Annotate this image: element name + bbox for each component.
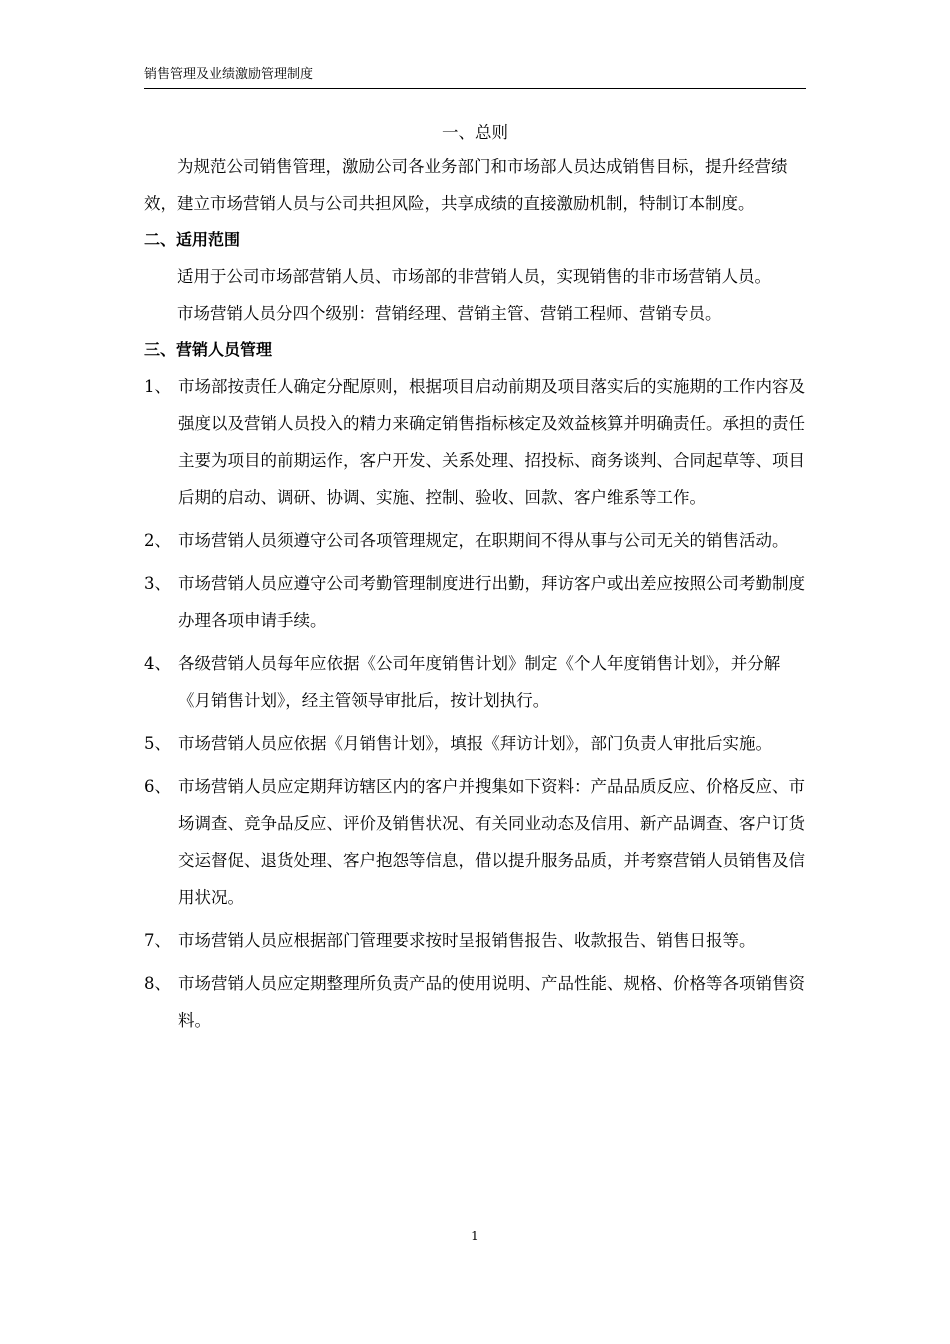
list-item bbox=[144, 645, 806, 719]
list-item-number: 7、 bbox=[144, 931, 171, 950]
list-item-number: 3、 bbox=[144, 574, 171, 593]
list-item-number: 5、 bbox=[144, 734, 171, 753]
list-item-text: 市场营销人员应根据部门管理要求按时呈报销售报告、收款报告、销售日报等。 bbox=[178, 931, 756, 950]
list-item-number: 1、 bbox=[144, 377, 171, 396]
section-scope-paragraph-2: 市场营销人员分四个级别：营销经理、营销主管、营销工程师、营销专员。 bbox=[177, 304, 722, 323]
page-number: 1 bbox=[471, 1229, 479, 1243]
list-item-number: 4、 bbox=[144, 654, 171, 673]
section-general-title: 一、总则 bbox=[442, 123, 508, 142]
page-footer bbox=[0, 1229, 950, 1243]
list-item bbox=[144, 522, 806, 559]
list-item bbox=[144, 965, 806, 1039]
list-item-number: 6、 bbox=[144, 777, 171, 796]
list-item-text: 市场营销人员应依据《月销售计划》，填报《拜访计划》，部门负责人审批后实施。 bbox=[178, 734, 772, 753]
list-item bbox=[144, 922, 806, 959]
list-item bbox=[144, 768, 806, 916]
section-staff-management-heading: 三、营销人员管理 bbox=[144, 340, 273, 359]
document-body bbox=[144, 118, 806, 1045]
list-item-text: 市场营销人员应定期拜访辖区内的客户并搜集如下资料：产品品质反应、价格反应、市场调查、竞争品反应、评价及销售状况、有关同业动态及信用、新产品调查、客户订货交运督促、退货处理、客户抱怨等信息，借以提升服务品质，并考察营销人员销售及信用状况。 bbox=[178, 777, 805, 907]
list-item-text: 市场营销人员应遵守公司考勤管理制度进行出勤，拜访客户或出差应按照公司考勤制度办理各项申请手续。 bbox=[178, 574, 805, 630]
list-item-text: 市场部按责任人确定分配原则，根据项目启动前期及项目落实后的实施期的工作内容及强度以及营销人员投入的精力来确定销售指标核定及效益核算并明确责任。承担的责任主要为项目的前期运作，客户开发、关系处理、招投标、商务谈判、合同起草等、项目后期的启动、调研、协调、实施、控制、验收、回款、客户维系等工作。 bbox=[178, 377, 805, 507]
list-item-number: 2、 bbox=[144, 531, 171, 550]
section-general-paragraph: 为规范公司销售管理，激励公司各业务部门和市场部人员达成销售目标，提升经营绩效，建立市场营销人员与公司共担风险，共享成绩的直接激励机制，特制订本制度。 bbox=[144, 157, 788, 213]
list-item bbox=[144, 565, 806, 639]
list-item-text: 各级营销人员每年应依据《公司年度销售计划》制定《个人年度销售计划》，并分解《月销售计划》，经主管领导审批后，按计划执行。 bbox=[178, 654, 781, 710]
list-item-text: 市场营销人员应定期整理所负责产品的使用说明、产品性能、规格、价格等各项销售资料。 bbox=[178, 974, 805, 1030]
list-item bbox=[144, 725, 806, 762]
section-scope-paragraph-1: 适用于公司市场部营销人员、市场部的非营销人员，实现销售的非市场营销人员。 bbox=[177, 267, 771, 286]
header-title: 销售管理及业绩激励管理制度 bbox=[144, 67, 314, 82]
section-scope-heading: 二、适用范围 bbox=[144, 230, 241, 249]
page-header bbox=[144, 66, 806, 89]
list-item bbox=[144, 368, 806, 516]
list-item-text: 市场营销人员须遵守公司各项管理规定，在职期间不得从事与公司无关的销售活动。 bbox=[178, 531, 789, 550]
list-item-number: 8、 bbox=[144, 974, 171, 993]
